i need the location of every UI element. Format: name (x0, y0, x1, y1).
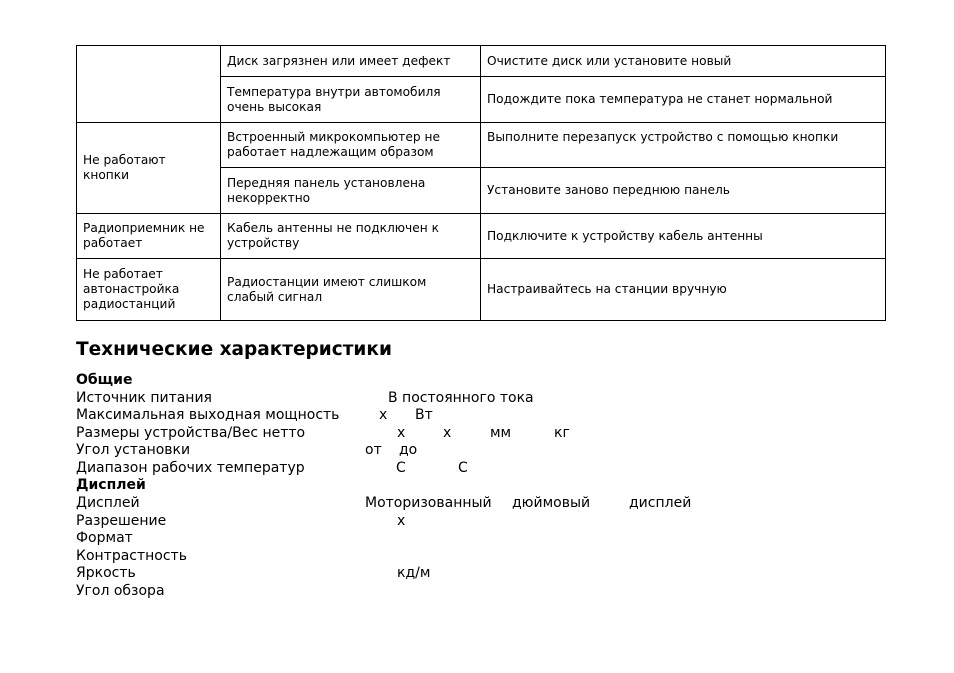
size-mm: мм (490, 425, 512, 441)
table-row (77, 259, 886, 321)
solution-cell: Настраивайтесь на станции вручную (481, 259, 886, 321)
solution-cell: Подключите к устройству кабель антенны (481, 214, 886, 259)
cause-cell: Температура внутри автомобиля очень высокая (221, 77, 481, 123)
contrast-label: Контрастность (76, 548, 187, 564)
solution-cell: Очистите диск или установите новый (481, 46, 886, 77)
cause-cell: Кабель антенны не подключен к устройству (221, 214, 481, 259)
section-title: Технические характеристики (76, 339, 392, 360)
view-angle-label: Угол обзора (76, 583, 165, 599)
problem-cell (77, 46, 221, 123)
size-kg: кг (554, 425, 570, 441)
solution-cell: Выполните перезапуск устройство с помощью кнопки (481, 123, 886, 168)
table-row (77, 46, 886, 77)
cause-cell: Диск загрязнен или имеет дефект (221, 46, 481, 77)
temp-label: Диапазон рабочих температур (76, 460, 305, 476)
brightness-label: Яркость (76, 565, 136, 581)
power-value: В постоянного тока (388, 390, 534, 406)
cause-cell: Встроенный микрокомпьютер не работает надлежащим образом (221, 123, 481, 168)
resolution-label: Разрешение (76, 513, 167, 529)
display-label: Дисплей (76, 495, 140, 511)
max-power-unit: Вт (415, 407, 433, 423)
resolution-x: х (397, 513, 406, 529)
power-label: Источник питания (76, 390, 212, 406)
temp-c2: С (458, 460, 468, 476)
troubleshooting-table (76, 45, 886, 321)
angle-from: от (365, 442, 382, 458)
solution-cell: Подождите пока температура не станет нормальной (481, 77, 886, 123)
problem-cell: Не работают кнопки (77, 123, 221, 214)
table-row (77, 214, 886, 259)
display-value-3: дисплей (629, 495, 692, 511)
size-x1: х (397, 425, 406, 441)
problem-cell: Радиоприемник не работает (77, 214, 221, 259)
general-heading: Общие (76, 372, 133, 388)
angle-to: до (399, 442, 418, 458)
max-power-label: Максимальная выходная мощность (76, 407, 340, 423)
display-value-1: Моторизованный (365, 495, 492, 511)
cause-cell: Передняя панель установлена некорректно (221, 168, 481, 214)
table-row (77, 123, 886, 168)
problem-cell: Не работает автонастройка радиостанций (77, 259, 221, 321)
cause-cell: Радиостанции имеют слишком слабый сигнал (221, 259, 481, 321)
solution-cell: Установите заново переднюю панель (481, 168, 886, 214)
format-label: Формат (76, 530, 133, 546)
temp-c1: С (396, 460, 406, 476)
display-heading: Дисплей (76, 477, 146, 493)
angle-label: Угол установки (76, 442, 191, 458)
brightness-unit: кд/м (397, 565, 431, 581)
display-value-2: дюймовый (512, 495, 591, 511)
size-x2: х (443, 425, 452, 441)
max-power-x: х (379, 407, 388, 423)
size-label: Размеры устройства/Вес нетто (76, 425, 306, 441)
